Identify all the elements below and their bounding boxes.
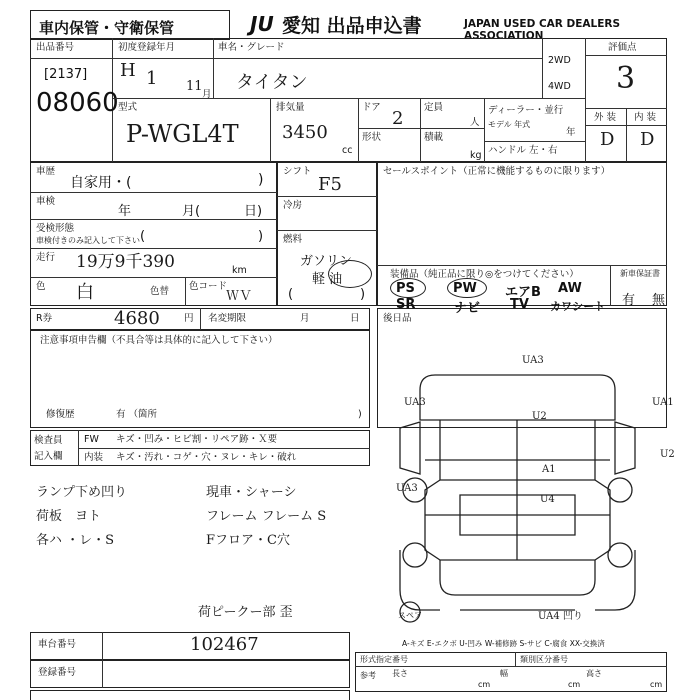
model-value: P-WGL4T xyxy=(126,120,239,148)
car-name-value: タイタン xyxy=(236,72,308,93)
exterior-value: D xyxy=(600,129,615,150)
ticket-unit: 円 xyxy=(184,313,194,324)
equip-sr: SR xyxy=(396,297,416,312)
inspector-row1-text: キズ・凹み・ヒビ割・リペア跡・Ｘ要 xyxy=(116,434,278,445)
fuel-open: ( xyxy=(288,287,294,302)
equip-ps: PS xyxy=(396,281,415,296)
first-reg-month-unit: 月 xyxy=(202,89,212,100)
equip-airbag: エアB xyxy=(505,285,541,300)
equip-ps-circle xyxy=(390,278,426,298)
fuel-label: 燃料 xyxy=(283,234,303,245)
hand-note-7: 荷ピークー部 歪 xyxy=(198,605,293,620)
inspection-label: 車検 xyxy=(36,196,56,207)
fuel-diesel-circle xyxy=(328,260,372,288)
name-change-month: 月 xyxy=(300,313,310,324)
diag-mark-top: UA3 xyxy=(522,355,544,366)
acceptance-sub: 車検付きのみ記入して下さい xyxy=(36,236,140,245)
shape-label: 形状 xyxy=(362,132,382,143)
association-name: JAPAN USED CAR DEALERS ASSOCIATION xyxy=(464,18,621,42)
lot-sub-number: [2137] xyxy=(44,67,88,82)
ju-logo: JU xyxy=(250,12,274,36)
mileage-value: 19万9千390 xyxy=(76,252,175,272)
equipment-label: 装備品（純正品に限り◎をつけてください） xyxy=(390,269,579,280)
diag-mark-bed: U4 xyxy=(540,494,555,505)
history-value: 自家用・( xyxy=(70,175,132,191)
dealer-model-year: モデル 年式 xyxy=(488,120,531,129)
shift-value: F5 xyxy=(318,174,342,195)
registration-label: 登録番号 xyxy=(38,667,77,678)
spec-height-cm: cm xyxy=(650,680,663,689)
color-code-label: 色コード xyxy=(189,281,228,292)
fuel-close: ) xyxy=(360,287,366,302)
drive-2wd: 2WD xyxy=(548,55,571,66)
displacement-label: 排気量 xyxy=(276,102,305,113)
dealer-year-unit: 年 xyxy=(566,127,576,138)
bottom-row xyxy=(30,690,350,700)
capacity-unit: 人 xyxy=(470,117,480,128)
spec-ref-label: 参考 xyxy=(360,671,376,680)
chassis-value: 102467 xyxy=(190,634,259,655)
hand-note-5: フレーム フレーム S xyxy=(206,509,327,524)
hand-note-1: ランプ下め凹り xyxy=(36,485,128,500)
doors-value: 2 xyxy=(392,108,404,129)
load-unit: kg xyxy=(470,150,482,161)
spec-height: 高さ xyxy=(586,669,602,678)
chassis-label: 車台番号 xyxy=(38,639,77,650)
diag-mark-right-side: U2 xyxy=(660,449,675,460)
recycle-no: 無 xyxy=(652,293,666,308)
inspection-month: 月( xyxy=(182,204,201,219)
after-delivery-label: 後日品 xyxy=(383,313,412,324)
equip-navi: ナビ xyxy=(454,301,481,316)
storage-badge-text: 車内保管・守衛保管 xyxy=(39,19,175,37)
doors-label: ドア xyxy=(362,102,381,113)
inspector-row2-title: 内装 xyxy=(84,452,104,463)
score-value: 3 xyxy=(616,61,636,96)
diag-mark-hood: U2 xyxy=(532,411,547,422)
recycle-yes: 有 xyxy=(622,293,636,308)
mileage-label: 走行 xyxy=(36,252,56,263)
notes-label: 注意事項申告欄（不具合等は具体的に記入して下さい） xyxy=(40,335,278,346)
hand-note-4: 現車・シャーシ xyxy=(206,485,297,500)
interior-label: 内 装 xyxy=(634,112,657,123)
capacity-label: 定員 xyxy=(424,102,444,113)
fuel-diesel: 軽 油 xyxy=(312,272,343,287)
history-block xyxy=(30,162,277,306)
equip-pw-circle xyxy=(447,278,487,298)
spec-length: 長さ xyxy=(392,669,408,678)
inspector-row2-text: キズ・汚れ・コゲ・穴・ヌレ・キレ・破れ xyxy=(116,452,297,463)
equip-leather: カワシート xyxy=(550,300,605,313)
score-label: 評価点 xyxy=(608,42,637,53)
diag-mark-spare: スペア xyxy=(398,611,422,620)
first-reg-year: 1 xyxy=(146,68,158,89)
inspection-day: 日) xyxy=(244,204,263,219)
acceptance-open: ( xyxy=(140,229,146,244)
interior-value: D xyxy=(640,129,655,150)
displacement-unit: cc xyxy=(342,145,353,156)
equip-aw: AW xyxy=(558,281,582,296)
inspector-row1-title: FW xyxy=(84,434,99,445)
first-reg-era: H xyxy=(120,60,136,81)
history-label: 車歴 xyxy=(36,166,56,177)
sales-point-label: セールスポイント（正常に機能するものに限ります） xyxy=(383,166,611,177)
hand-note-3: 各ハ ・レ・S xyxy=(36,533,115,548)
repair-value: 有 （箇所 xyxy=(116,409,158,420)
load-label: 積載 xyxy=(424,132,444,143)
ticket-value: 4680 xyxy=(114,308,160,329)
color-value: 白 xyxy=(76,282,94,303)
spec-left-label: 形式指定番号 xyxy=(360,655,408,664)
cooling-label: 冷房 xyxy=(283,200,303,211)
spec-right-label: 類別区分番号 xyxy=(520,655,568,664)
exterior-label: 外 装 xyxy=(594,112,617,123)
name-change-day: 日 xyxy=(350,313,360,324)
diag-mark-left-front: UA3 xyxy=(404,397,426,408)
inspector-label-2: 記入欄 xyxy=(34,451,63,462)
storage-badge xyxy=(30,10,230,40)
inspection-year: 年 xyxy=(118,204,132,219)
car-name-label: 車名・グレード xyxy=(218,42,285,53)
car-body-diagram xyxy=(380,350,680,632)
spec-width: 幅 xyxy=(500,669,508,678)
diag-mark-roof: A1 xyxy=(542,464,556,475)
recycle-label: 新車保証書 xyxy=(620,269,660,278)
lot-label: 出品番号 xyxy=(36,42,75,53)
color-change-label: 色替 xyxy=(150,286,170,297)
equip-pw: PW xyxy=(453,281,477,296)
hand-note-6: Fフロア・C穴 xyxy=(206,533,290,548)
acceptance-label: 受検形態 xyxy=(36,223,75,234)
handle-side: ハンドル 左・右 xyxy=(488,145,558,156)
drive-4wd: 4WD xyxy=(548,81,571,92)
diag-mark-rear: UA4 凹り xyxy=(538,611,583,622)
fuel-gasoline: ガソリン xyxy=(300,254,353,269)
diag-mark-right-front: UA1 xyxy=(652,397,674,408)
hand-note-2: 荷板 ヨト xyxy=(36,509,102,524)
model-label: 型式 xyxy=(118,102,138,113)
dealer-line: ディーラー・並行 xyxy=(488,105,564,116)
equip-tv: TV xyxy=(510,297,529,312)
first-reg-label: 初度登録年月 xyxy=(118,42,176,53)
shift-label: シフト xyxy=(283,166,312,177)
spec-width-cm: cm xyxy=(568,680,581,689)
displacement-value: 3450 xyxy=(282,122,328,143)
color-label: 色 xyxy=(36,281,46,292)
history-close: ) xyxy=(258,172,264,188)
first-reg-month: 11 xyxy=(186,79,203,94)
mileage-unit: km xyxy=(232,265,247,276)
acceptance-close: ) xyxy=(258,229,264,244)
color-code-value: ＷＶ xyxy=(226,289,253,304)
repair-close: ) xyxy=(358,409,362,420)
lot-number: 08060 xyxy=(36,88,119,118)
ticket-label: R券 xyxy=(36,313,53,324)
repair-label: 修復歴 xyxy=(46,409,75,420)
diag-mark-left-side: UA3 xyxy=(396,483,418,494)
spec-length-cm: cm xyxy=(478,680,491,689)
name-change-label: 名変期限 xyxy=(208,313,247,324)
diagram-legend: A-キズ E-エクボ U-凹み W-補修跡 S-サビ C-腐食 XX-交換済 xyxy=(402,639,605,648)
form-title: 愛知 出品申込書 xyxy=(282,15,422,37)
inspector-label-1: 検査員 xyxy=(34,435,63,446)
registration-row xyxy=(30,660,350,688)
